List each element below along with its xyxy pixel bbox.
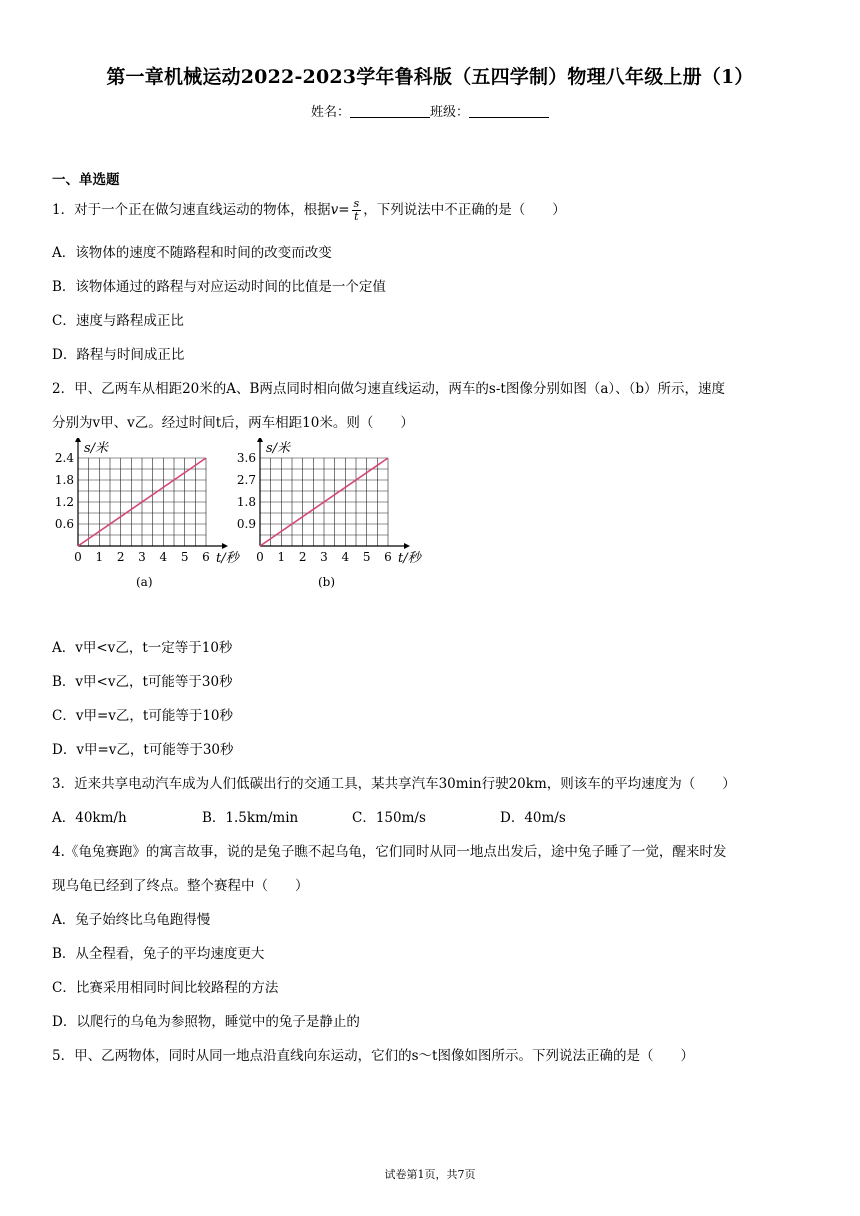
q1-option-c: C．速度与路程成正比 xyxy=(52,313,184,329)
q1-option-a: A．该物体的速度不随路程和时间的改变而改变 xyxy=(52,245,332,261)
q1-stem-a: 1．对于一个正在做匀速直线运动的物体，根据 xyxy=(52,202,331,218)
q4-stem-line2: 现乌龟已经到了终点。整个赛程中（ ） xyxy=(52,878,309,894)
chart-b-xlabel: t/秒 xyxy=(398,551,421,566)
page-title: 第一章机械运动2022-2023学年鲁科版（五四学制）物理八年级上册（1） xyxy=(106,66,754,88)
formula-eq: = xyxy=(338,202,350,218)
y-axis-arrow xyxy=(75,438,81,442)
x-tick-label: 1 xyxy=(277,550,286,564)
chart-a-ylabel: s/米 xyxy=(84,441,109,456)
y-tick-label: 0.6 xyxy=(54,517,74,531)
name-class-bar xyxy=(0,101,860,120)
q1-stem-b: ，下列说法中不正确的是（ ） xyxy=(363,202,566,218)
section-title: 一、单选题 xyxy=(52,172,120,188)
page-footer: 试卷第1页，共7页 xyxy=(384,1168,476,1181)
x-tick-label: 3 xyxy=(138,550,146,564)
x-tick-label: 2 xyxy=(298,550,307,564)
x-tick-label: 2 xyxy=(116,550,125,564)
q2-option-b: B．v甲<v乙，t可能等于30秒 xyxy=(52,674,233,690)
q3-option-a: A．40km/h xyxy=(52,810,127,826)
x-axis-arrow xyxy=(404,543,410,549)
chart-b xyxy=(222,438,422,598)
x-tick-label: 1 xyxy=(95,550,104,564)
formula-v: v xyxy=(330,202,339,218)
x-tick-label: 3 xyxy=(320,550,328,564)
chart-b-caption: (b) xyxy=(318,575,336,589)
formula-fraction xyxy=(352,198,362,223)
q3-option-d: D．40m/s xyxy=(500,810,566,826)
q4-option-a: A．兔子始终比乌龟跑得慢 xyxy=(52,912,211,928)
q2-stem-line2: 分别为v甲、v乙。经过时间t后，两车相距10米。则（ ） xyxy=(52,415,414,431)
formula-denominator: t xyxy=(354,210,359,223)
chart-a-caption: (a) xyxy=(136,575,153,589)
y-tick-label: 1.2 xyxy=(54,495,74,509)
x-tick-label: 4 xyxy=(341,550,350,564)
x-tick-label: 0 xyxy=(256,550,264,564)
q2-option-d: D．v甲=v乙，t可能等于30秒 xyxy=(52,742,234,758)
q1-stem xyxy=(52,198,566,223)
q4-stem-line1: 4.《龟兔赛跑》的寓言故事，说的是兔子瞧不起乌龟，它们同时从同一地点出发后，途中兔子睡了一觉，醒来时发 xyxy=(52,844,727,860)
q2-option-a: A．v甲<v乙，t一定等于10秒 xyxy=(52,640,233,656)
y-tick-label: 0.9 xyxy=(236,517,256,531)
formula-numerator: s xyxy=(353,197,360,210)
name-blank xyxy=(350,105,430,118)
x-tick-label: 0 xyxy=(74,550,82,564)
class-label: 班级： xyxy=(430,105,470,120)
q2-stem-line1: 2．甲、乙两车从相距20米的A、B两点同时相向做匀速直线运动，两车的s-t图像分别如图（a）、（b）所示，速度 xyxy=(52,381,726,397)
y-tick-label: 1.8 xyxy=(236,495,256,509)
q1-option-d: D．路程与时间成正比 xyxy=(52,347,185,363)
q4-option-d: D．以爬行的乌龟为参照物，睡觉中的兔子是静止的 xyxy=(52,1014,360,1030)
q3-stem: 3．近来共享电动汽车成为人们低碳出行的交通工具，某共享汽车30min行驶20km，则该车的平均速度为（ ） xyxy=(52,776,736,792)
q1-option-b: B．该物体通过的路程与对应运动时间的比值是一个定值 xyxy=(52,279,386,295)
x-tick-label: 5 xyxy=(180,550,189,564)
q5-stem: 5．甲、乙两物体，同时从同一地点沿直线向东运动，它们的s～t图像如图所示。下列说法正确的是（ ） xyxy=(52,1048,694,1064)
chart-a-xlabel: t/秒 xyxy=(216,551,239,566)
q3-option-c: C．150m/s xyxy=(352,810,426,826)
q3-option-b: B．1.5km/min xyxy=(202,810,299,826)
x-tick-label: 6 xyxy=(202,550,210,564)
q4-option-b: B．从全程看，兔子的平均速度更大 xyxy=(52,946,265,962)
q2-option-c: C．v甲=v乙，t可能等于10秒 xyxy=(52,708,233,724)
x-tick-label: 4 xyxy=(159,550,168,564)
y-tick-label: 1.8 xyxy=(54,473,74,487)
class-blank xyxy=(469,105,549,118)
x-tick-label: 6 xyxy=(384,550,392,564)
q4-option-c: C．比赛采用相同时间比较路程的方法 xyxy=(52,980,279,996)
x-tick-label: 5 xyxy=(362,550,371,564)
y-tick-label: 2.7 xyxy=(236,473,256,487)
y-axis-arrow xyxy=(257,438,263,442)
chart-b-ylabel: s/米 xyxy=(266,441,291,456)
y-tick-label: 3.6 xyxy=(236,451,256,465)
name-label: 姓名： xyxy=(310,105,350,120)
y-tick-label: 2.4 xyxy=(54,451,74,465)
